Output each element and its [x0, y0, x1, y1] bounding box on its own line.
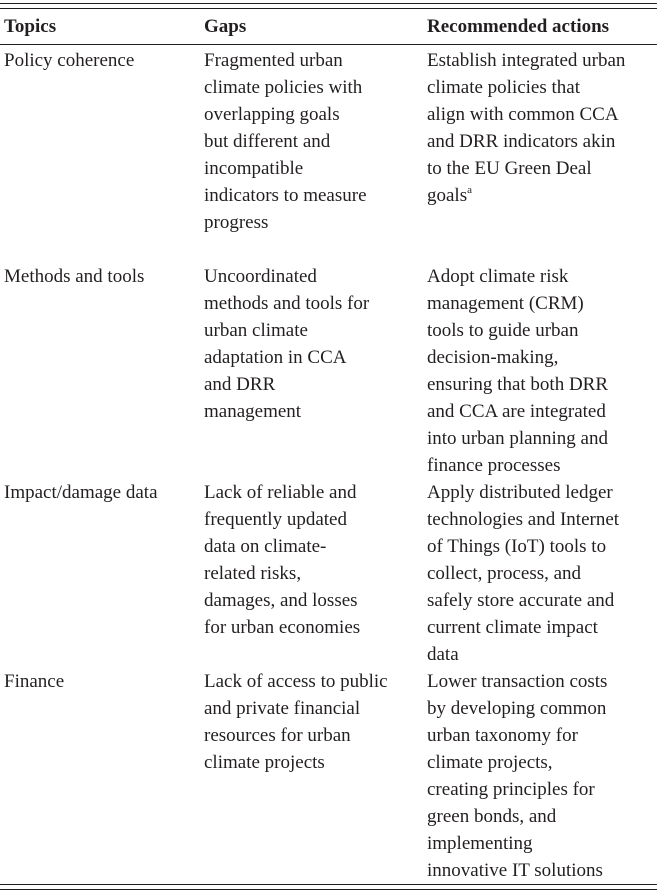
policy-table	[0, 3, 657, 890]
action-cell	[427, 479, 655, 668]
topic-text: Impact/damage data	[4, 482, 158, 503]
gap-line: frequently updated	[204, 509, 347, 530]
footnote-marker: a	[467, 184, 472, 196]
gap-cell	[204, 479, 418, 641]
topic-text: Methods and tools	[4, 266, 145, 287]
action-line: Establish integrated urban	[427, 50, 626, 71]
topic-cell	[4, 263, 200, 290]
action-line: ensuring that both DRR	[427, 374, 609, 395]
action-line: technologies and Internet	[427, 509, 620, 530]
action-line: current climate impact	[427, 617, 598, 638]
table-row	[0, 668, 657, 884]
gap-line: adaptation in CCA	[204, 347, 347, 368]
header-topics: Topics	[4, 16, 57, 37]
gap-line: incompatible	[204, 158, 304, 179]
header-gaps: Gaps	[204, 16, 247, 37]
action-line: to the EU Green Deal	[427, 158, 592, 179]
gap-line: progress	[204, 212, 269, 233]
gap-line: and private financial	[204, 698, 361, 719]
action-line: safely store accurate and	[427, 590, 615, 611]
action-cell	[427, 47, 655, 209]
gap-line: methods and tools for	[204, 293, 370, 314]
gap-line: related risks,	[204, 563, 302, 584]
action-line: management (CRM)	[427, 293, 584, 314]
action-line: implementing	[427, 833, 533, 854]
gap-line: management	[204, 401, 302, 422]
action-line: green bonds, and	[427, 806, 557, 827]
gap-cell	[204, 668, 418, 776]
gap-cell	[204, 47, 418, 236]
gap-line: data on climate-	[204, 536, 327, 557]
gap-line: urban climate	[204, 320, 308, 341]
action-line: of Things (IoT) tools to	[427, 536, 607, 557]
action-line: tools to guide urban	[427, 320, 579, 341]
action-line: finance processes	[427, 455, 561, 476]
action-line-last	[427, 182, 655, 209]
table-row	[0, 263, 657, 479]
topic-cell	[4, 479, 200, 506]
gap-line: but different and	[204, 131, 331, 152]
action-line: and DRR indicators akin	[427, 131, 616, 152]
topic-cell	[4, 47, 200, 74]
action-line: collect, process, and	[427, 563, 582, 584]
gap-cell	[204, 263, 418, 425]
action-cell	[427, 263, 655, 479]
table-row	[0, 45, 657, 263]
bottom-double-rule	[0, 884, 657, 890]
action-line: Adopt climate risk	[427, 266, 569, 287]
topic-text: Policy coherence	[4, 50, 135, 71]
gap-line: for urban economies	[204, 617, 361, 638]
action-line: and CCA are integrated	[427, 401, 606, 422]
gap-line: indicators to measure	[204, 185, 367, 206]
action-line: Lower transaction costs	[427, 671, 608, 692]
topic-text: Finance	[4, 671, 65, 692]
action-last-word: goals	[427, 185, 468, 206]
header-row	[0, 9, 657, 44]
action-line: decision-making,	[427, 347, 559, 368]
action-line: align with common CCA	[427, 104, 619, 125]
action-line: urban taxonomy for	[427, 725, 578, 746]
gap-line: climate projects	[204, 752, 325, 773]
gap-line: climate policies with	[204, 77, 363, 98]
action-line: Apply distributed ledger	[427, 482, 613, 503]
gap-line: Uncoordinated	[204, 266, 317, 287]
action-line: data	[427, 644, 459, 665]
header-recommended-actions: Recommended actions	[427, 16, 610, 37]
gap-line: Lack of reliable and	[204, 482, 357, 503]
action-line: into urban planning and	[427, 428, 608, 449]
gap-line: Lack of access to public	[204, 671, 388, 692]
gap-line: and DRR	[204, 374, 276, 395]
action-line: by developing common	[427, 698, 607, 719]
action-cell	[427, 668, 655, 884]
action-line: climate projects,	[427, 752, 553, 773]
action-line: creating principles for	[427, 779, 595, 800]
gap-line: overlapping goals	[204, 104, 340, 125]
table-row	[0, 479, 657, 668]
gap-line: damages, and losses	[204, 590, 358, 611]
action-line: innovative IT solutions	[427, 860, 603, 881]
action-line: climate policies that	[427, 77, 581, 98]
gap-line: Fragmented urban	[204, 50, 343, 71]
topic-cell	[4, 668, 200, 695]
gap-line: resources for urban	[204, 725, 351, 746]
